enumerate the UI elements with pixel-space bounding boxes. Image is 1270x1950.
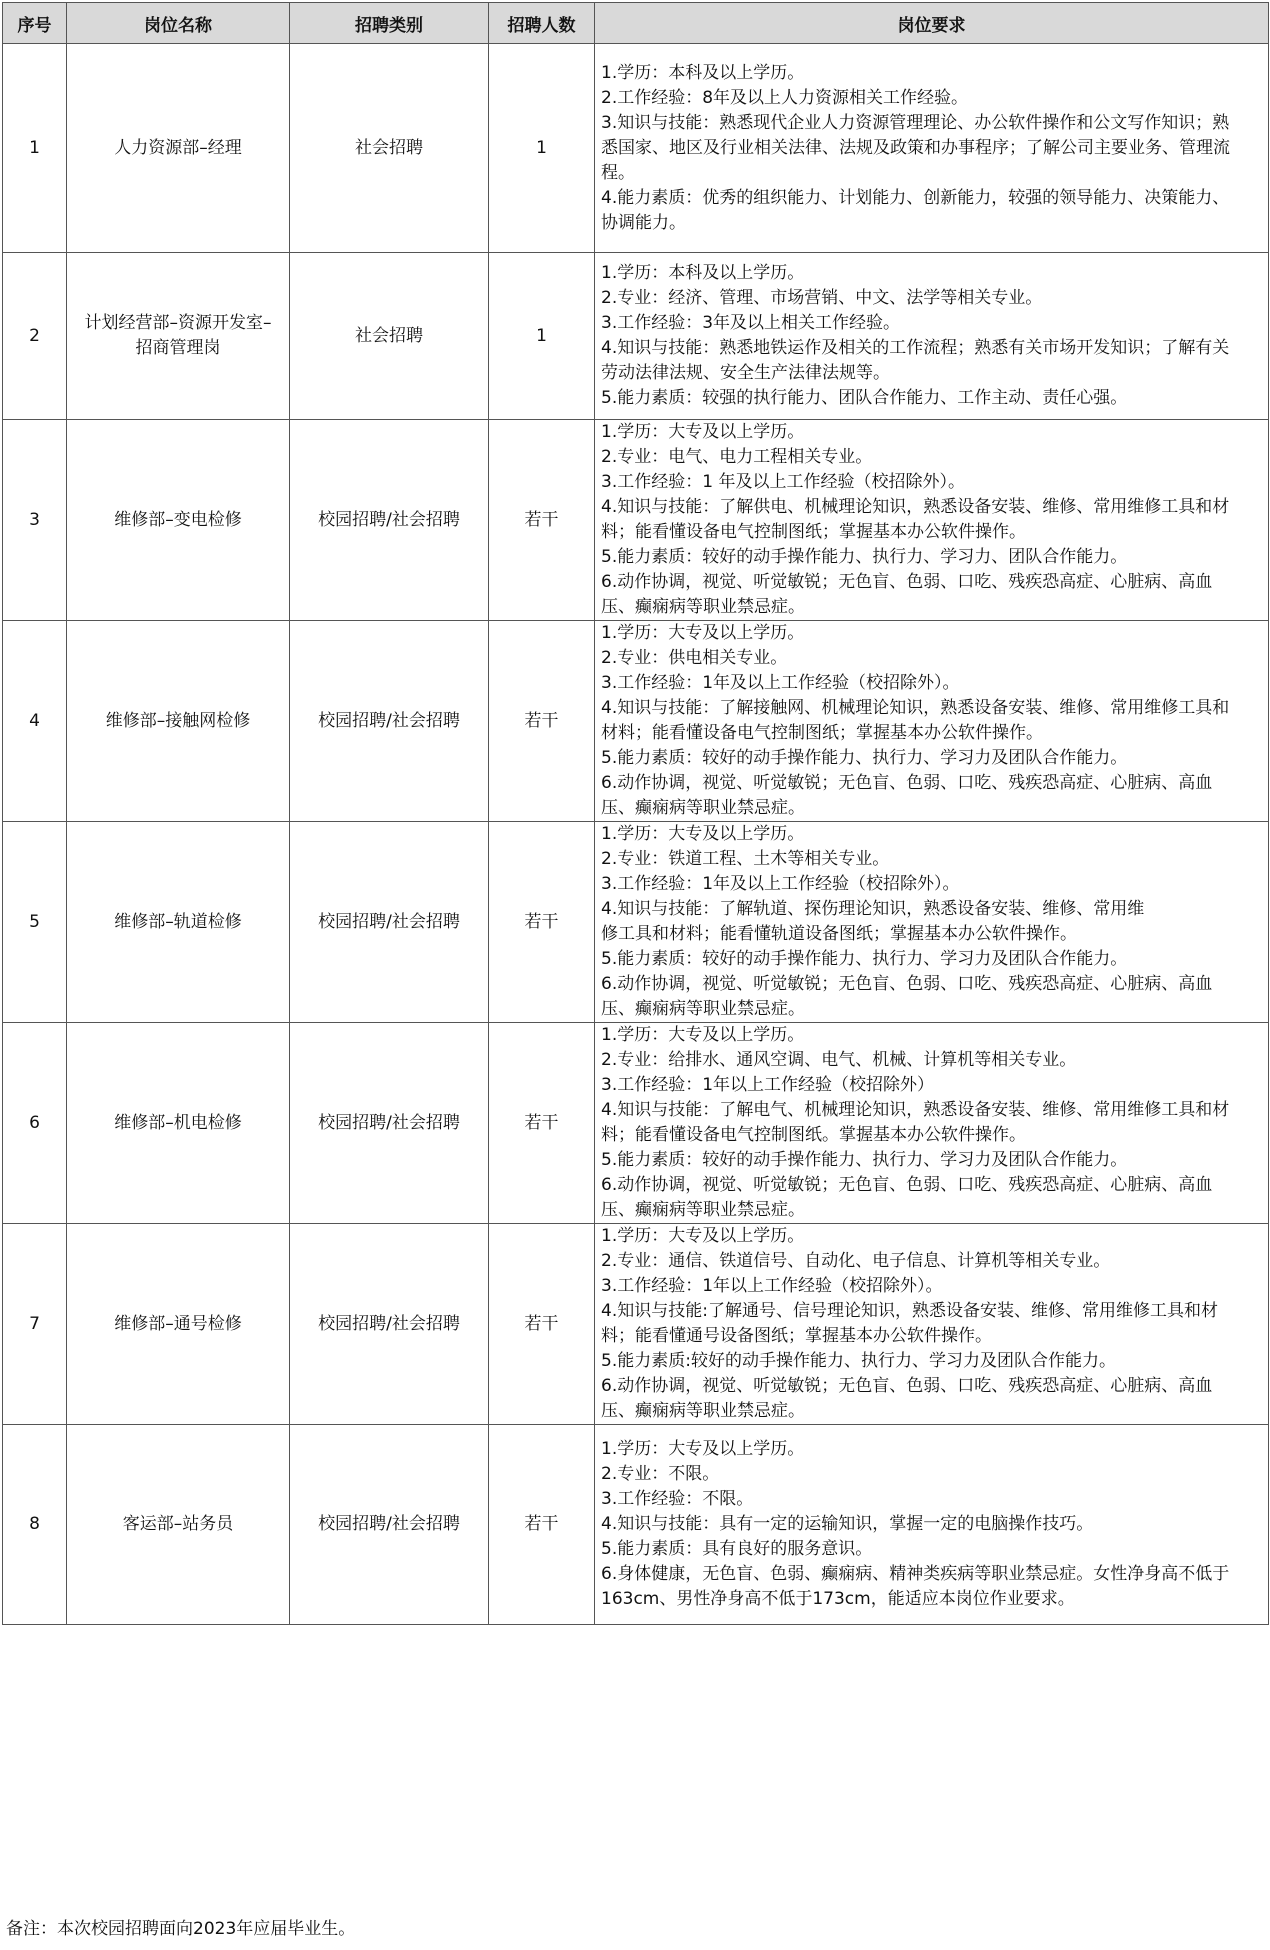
requirement-line: 4.能力素质：优秀的组织能力、计划能力、创新能力，较强的领导能力、决策能力、 [601, 187, 1230, 208]
cell-category: 校园招聘/社会招聘 [290, 1425, 489, 1625]
position-line: 计划经营部–资源开发室– [84, 313, 272, 333]
cell-count: 若干 [489, 1023, 595, 1224]
requirement-line: 6.动作协调，视觉、听觉敏锐；无色盲、色弱、口吃、残疾恐高症、心脏病、高血 [601, 572, 1213, 592]
cell-position [67, 1023, 290, 1224]
cell-requirements [595, 44, 1269, 253]
table-row [3, 420, 1269, 621]
table-row [3, 1023, 1269, 1224]
cell-count: 若干 [489, 621, 595, 822]
table-row [3, 1224, 1269, 1425]
requirement-line: 3.工作经验：1 年及以上工作经验（校招除外）。 [601, 472, 965, 492]
cell-category: 社会招聘 [290, 253, 489, 420]
cell-no: 5 [3, 822, 67, 1023]
cell-count: 若干 [489, 822, 595, 1023]
requirement-line: 6.动作协调，视觉、听觉敏锐；无色盲、色弱、口吃、残疾恐高症、心脏病、高血 [601, 1376, 1213, 1396]
position-line: 维修部–通号检修 [114, 1313, 242, 1334]
cell-no: 1 [3, 44, 67, 253]
requirement-line: 2.专业：供电相关专业。 [601, 648, 788, 668]
cell-position [67, 1425, 290, 1625]
header-count: 招聘人数 [489, 3, 595, 44]
requirement-line: 程。 [601, 162, 635, 183]
cell-requirements [595, 621, 1269, 822]
cell-requirements [595, 1224, 1269, 1425]
cell-category: 社会招聘 [290, 44, 489, 253]
requirement-line: 6.动作协调，视觉、听觉敏锐；无色盲、色弱、口吃、残疾恐高症、心脏病、高血 [601, 1175, 1213, 1195]
requirement-line: 2.专业：给排水、通风空调、电气、机械、计算机等相关专业。 [601, 1050, 1077, 1070]
requirement-line: 5.能力素质：较好的动手操作能力、执行力、学习力及团队合作能力。 [601, 949, 1128, 969]
position-line: 招商管理岗 [135, 338, 221, 358]
requirement-line: 3.工作经验：不限。 [601, 1489, 754, 1509]
cell-category: 校园招聘/社会招聘 [290, 420, 489, 621]
requirement-line: 4.知识与技能：具有一定的运输知识，掌握一定的电脑操作技巧。 [601, 1514, 1094, 1534]
position-line: 维修部–接触网检修 [105, 710, 251, 731]
requirement-line: 3.工作经验：1年以上工作经验（校招除外）。 [601, 1276, 943, 1296]
cell-position [67, 621, 290, 822]
recruitment-table [2, 2, 1269, 1625]
table-row [3, 621, 1269, 822]
cell-count: 若干 [489, 1425, 595, 1625]
cell-requirements [595, 822, 1269, 1023]
requirement-line: 5.能力素质：较好的动手操作能力、执行力、学习力及团队合作能力。 [601, 748, 1128, 768]
cell-position [67, 420, 290, 621]
position-line: 维修部–变电检修 [114, 509, 242, 530]
requirement-line: 料；能看懂通号设备图纸；掌握基本办公软件操作。 [601, 1326, 992, 1346]
requirement-line: 2.工作经验：8年及以上人力资源相关工作经验。 [601, 87, 969, 108]
requirement-line: 料；能看懂设备电气控制图纸；掌握基本办公软件操作。 [601, 522, 1026, 542]
requirement-line: 料；能看懂设备电气控制图纸。掌握基本办公软件操作。 [601, 1125, 1026, 1145]
cell-no: 2 [3, 253, 67, 420]
cell-requirements [595, 420, 1269, 621]
cell-count: 若干 [489, 1224, 595, 1425]
header-row [3, 3, 1269, 44]
cell-count: 1 [489, 253, 595, 420]
table-row [3, 44, 1269, 253]
cell-category: 校园招聘/社会招聘 [290, 1023, 489, 1224]
requirement-line: 3.工作经验：1年以上工作经验（校招除外） [601, 1075, 935, 1095]
requirement-line: 1.学历：大专及以上学历。 [601, 1439, 805, 1459]
requirement-line: 悉国家、地区及行业相关法律、法规及政策和办事程序；了解公司主要业务、管理流 [601, 137, 1230, 158]
table-row [3, 822, 1269, 1023]
requirement-line: 1.学历：大专及以上学历。 [601, 1025, 805, 1045]
requirement-line: 压、癫痫病等职业禁忌症。 [601, 597, 805, 617]
cell-no: 7 [3, 1224, 67, 1425]
requirement-line: 1.学历：大专及以上学历。 [601, 422, 805, 442]
cell-category: 校园招聘/社会招聘 [290, 822, 489, 1023]
requirement-line: 1.学历：大专及以上学历。 [601, 623, 805, 643]
requirement-line: 修工具和材料；能看懂轨道设备图纸；掌握基本办公软件操作。 [601, 924, 1077, 944]
requirement-line: 1.学历：大专及以上学历。 [601, 824, 805, 844]
requirement-line: 6.动作协调，视觉、听觉敏锐；无色盲、色弱、口吃、残疾恐高症、心脏病、高血 [601, 773, 1213, 793]
requirement-line: 4.知识与技能：熟悉地铁运作及相关的工作流程；熟悉有关市场开发知识；了解有关 [601, 338, 1230, 358]
cell-category: 校园招聘/社会招聘 [290, 621, 489, 822]
requirement-line: 2.专业：经济、管理、市场营销、中文、法学等相关专业。 [601, 288, 1043, 308]
cell-requirements [595, 253, 1269, 420]
requirement-line: 材料；能看懂设备电气控制图纸；掌握基本办公软件操作。 [601, 723, 1043, 743]
table-body [3, 44, 1269, 1625]
requirement-line: 压、癫痫病等职业禁忌症。 [601, 798, 805, 818]
requirement-line: 163cm、男性净身高不低于173cm，能适应本岗位作业要求。 [601, 1589, 1075, 1609]
requirement-line: 1.学历：大专及以上学历。 [601, 1226, 805, 1246]
requirement-line: 压、癫痫病等职业禁忌症。 [601, 1401, 805, 1421]
cell-requirements [595, 1023, 1269, 1224]
header-category: 招聘类别 [290, 3, 489, 44]
cell-no: 3 [3, 420, 67, 621]
cell-count: 若干 [489, 420, 595, 621]
requirement-line: 3.工作经验：1年及以上工作经验（校招除外）。 [601, 673, 960, 693]
position-line: 人力资源部–经理 [114, 137, 242, 158]
cell-position [67, 253, 290, 420]
cell-category: 校园招聘/社会招聘 [290, 1224, 489, 1425]
requirement-line: 2.专业：铁道工程、土木等相关专业。 [601, 849, 890, 869]
cell-count: 1 [489, 44, 595, 253]
cell-requirements [595, 1425, 1269, 1625]
position-line: 客运部–站务员 [122, 1514, 234, 1534]
table-row [3, 253, 1269, 420]
requirement-line: 协调能力。 [601, 212, 686, 233]
requirement-line: 压、癫痫病等职业禁忌症。 [601, 999, 805, 1019]
requirement-line: 4.知识与技能：了解轨道、探伤理论知识，熟悉设备安装、维修、常用维 [601, 899, 1145, 919]
requirement-line: 4.知识与技能：了解接触网、机械理论知识，熟悉设备安装、维修、常用维修工具和 [601, 698, 1230, 718]
table-row [3, 1425, 1269, 1625]
requirement-line: 6.动作协调，视觉、听觉敏锐；无色盲、色弱、口吃、残疾恐高症、心脏病、高血 [601, 974, 1213, 994]
requirement-line: 6.身体健康，无色盲、色弱、癫痫病、精神类疾病等职业禁忌症。女性净身高不低于 [601, 1564, 1230, 1584]
requirement-line: 5.能力素质：具有良好的服务意识。 [601, 1539, 873, 1559]
requirement-line: 3.工作经验：3年及以上相关工作经验。 [601, 313, 901, 333]
requirement-line: 压、癫痫病等职业禁忌症。 [601, 1200, 805, 1220]
requirement-line: 5.能力素质:较好的动手操作能力、执行力、学习力及团队合作能力。 [601, 1351, 1116, 1371]
header-no: 序号 [3, 3, 67, 44]
requirement-line: 2.专业：电气、电力工程相关专业。 [601, 447, 873, 467]
position-line: 维修部–轨道检修 [114, 911, 242, 932]
position-line: 维修部–机电检修 [114, 1112, 242, 1133]
requirement-line: 3.工作经验：1年及以上工作经验（校招除外）。 [601, 874, 960, 894]
requirement-line: 4.知识与技能:了解通号、信号理论知识，熟悉设备安装、维修、常用维修工具和材 [601, 1301, 1218, 1321]
header-requirements: 岗位要求 [595, 3, 1269, 44]
requirement-line: 劳动法律法规、安全生产法律法规等。 [601, 363, 890, 383]
requirement-line: 1.学历：本科及以上学历。 [601, 263, 805, 283]
cell-position [67, 1224, 290, 1425]
footnote: 备注：本次校园招聘面向2023年应届毕业生。 [6, 1919, 356, 1939]
cell-no: 8 [3, 1425, 67, 1625]
header-position: 岗位名称 [67, 3, 290, 44]
requirement-line: 5.能力素质：较强的执行能力、团队合作能力、工作主动、责任心强。 [601, 388, 1128, 408]
requirement-line: 2.专业：不限。 [601, 1464, 720, 1484]
requirement-line: 2.专业：通信、铁道信号、自动化、电子信息、计算机等相关专业。 [601, 1251, 1111, 1271]
requirement-line: 5.能力素质：较好的动手操作能力、执行力、学习力及团队合作能力。 [601, 1150, 1128, 1170]
requirement-line: 3.知识与技能：熟悉现代企业人力资源管理理论、办公软件操作和公文写作知识；熟 [601, 112, 1230, 133]
cell-position [67, 822, 290, 1023]
cell-no: 6 [3, 1023, 67, 1224]
requirement-line: 4.知识与技能：了解电气、机械理论知识，熟悉设备安装、维修、常用维修工具和材 [601, 1100, 1230, 1120]
requirement-line: 1.学历：本科及以上学历。 [601, 62, 805, 83]
requirement-line: 4.知识与技能：了解供电、机械理论知识，熟悉设备安装、维修、常用维修工具和材 [601, 497, 1230, 517]
cell-no: 4 [3, 621, 67, 822]
requirement-line: 5.能力素质：较好的动手操作能力、执行力、学习力、团队合作能力。 [601, 547, 1128, 567]
cell-position [67, 44, 290, 253]
